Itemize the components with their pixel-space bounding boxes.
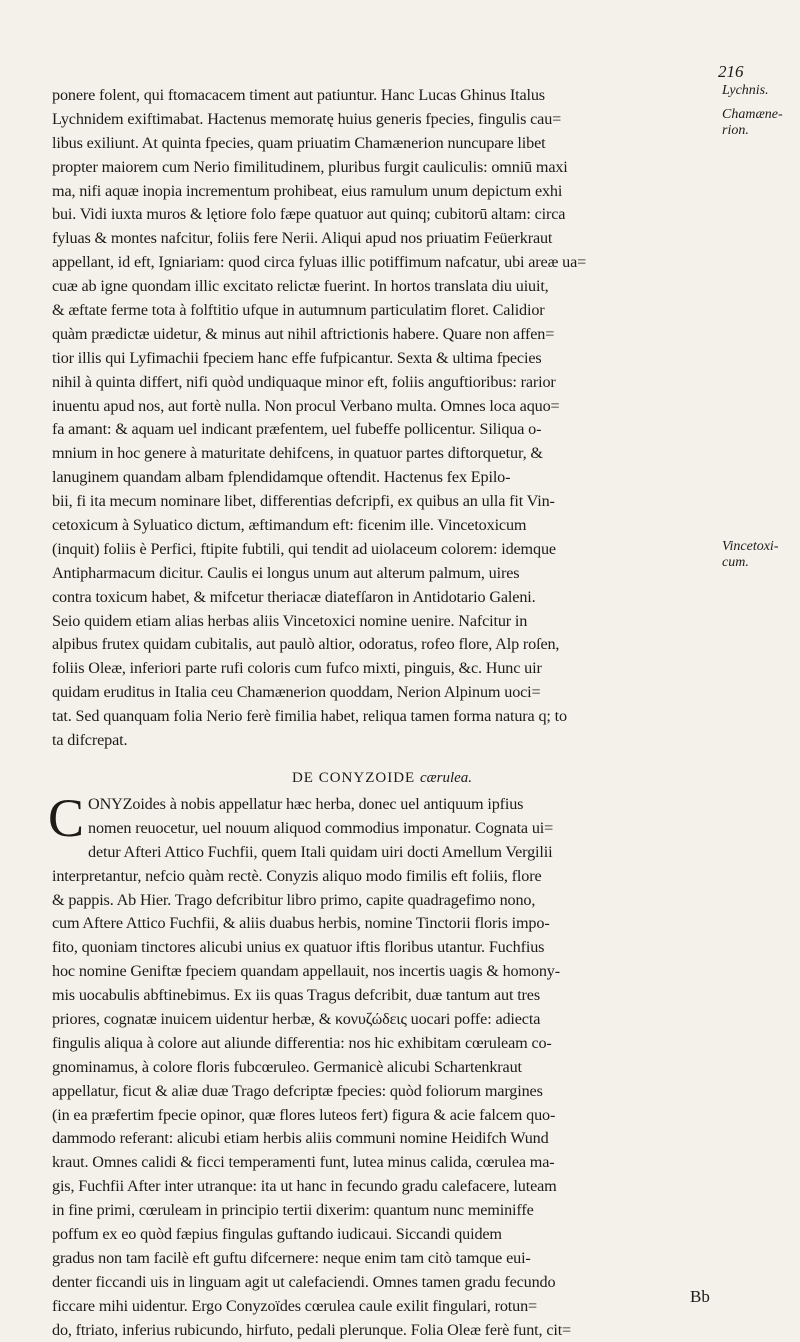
paragraph-a-line: ta difcrepat. [52,731,128,750]
paragraph-b-line: fito, quoniam tinctores alicubi unius ex quatuor iftis floribus utantur. Fuchfius [52,938,545,957]
paragraph-b-line: in fine primi, cœruleam in principio tertii dixerim: quantum nunc meminiffe [52,1201,534,1220]
paragraph-a-line: quidam eruditus in Italia ceu Chamænerion quoddam, Nerion Alpinum uoci= [52,683,541,702]
paragraph-a-line: ponere folent, qui ftomacacem timent aut patiuntur. Hanc Lucas Ghinus Italus [52,86,545,104]
paragraph-a-line: Antipharmacum dicitur. Caulis ei longus unum aut alterum palmum, uires [52,563,520,582]
paragraph-a-line: Lychnidem exiftimabat. Hactenus memoratę huius generis fpecies, fingulis cau= [52,109,562,128]
signature-mark: Bb [690,1287,710,1306]
paragraph-a-line: Seio quidem etiam alias herbas aliis Vincetoxici nomine uenire. Nafcitur in [52,611,528,630]
paragraph-b-line: cum Aftere Attico Fuchfii, & aliis duabus herbis, nomine Tinctorii floris impo- [52,914,550,933]
paragraph-a-line: lanuginem quandam albam fplendidamque oftendit. Hactenus fex Epilo- [52,468,511,487]
paragraph-b-line: kraut. Omnes calidi & ficci temperamenti funt, lutea minus calida, cœrulea ma- [52,1153,555,1172]
paragraph-a-line: fa amant: & aquam uel indicant præfentem, uel fubeffe pollicentur. Siliqua o- [52,420,542,439]
paragraph-a-line: cetoxicum à Syluatico dictum, æftimandum eft: ficenim ille. Vincetoxicum [52,516,527,535]
margin-note-chamaenerion: Chamæne- [722,107,783,122]
paragraph-b-line: & pappis. Ab Hier. Trago defcribitur libro primo, capite quadragefimo nono, [52,890,536,909]
page-number: 216 [718,62,744,81]
paragraph-a-line: & æftate ferme tota à folftitio ufque in autumnum particulatim floret. Calidior [52,301,545,320]
paragraph-b-line: gis, Fuchfii After inter utranque: ita ut hanc in fecundo gradu calefacere, luteam [52,1177,557,1196]
heading-subtitle: cærulea. [419,769,473,786]
paragraph-a-line: nihil à quinta differt, nifi quòd undiquaque minor eft, foliis anguftioribus: rarior [52,372,556,391]
paragraph-b-line: appellatur, ficut & aliæ duæ Trago defcriptæ fpecies: quòd foliorum margines [52,1081,543,1100]
paragraph-a-line: (inquit) foliis è Perfici, ftipite fubtili, qui tendit ad uiolaceum colorem: idemque [52,539,556,558]
text-block [48,84,712,1342]
paragraph-b-line: mis uocabulis abftinebimus. Ex iis quas Tragus defcribit, duæ tantum aut tres [52,986,540,1005]
paragraph-b-line: gradus non tam facilè eft guftu difcernere: neque enim tam citò tamque eui- [52,1248,531,1267]
paragraph-b-line: priores, cognatæ inuicem uidentur herbæ, & κονυζώδεις uocari poffe: adiecta [52,1009,541,1028]
section-heading [52,763,712,793]
paragraph-a-line: fyluas & montes nafcitur, foliis fere Nerii. Aliqui apud nos priuatim Feüerkraut [52,229,553,248]
paragraph-a-line: alpibus frutex quidam cubitalis, aut paulò altior, odoratus, rofeo flore, Alp roſen, [52,635,560,654]
margin-note-vincetoxicum: Vincetoxi- [722,539,779,554]
paragraph-b-line: ONYZoides à nobis appellatur hæc herba, donec uel antiquum ipfius [88,794,524,813]
paragraph-b-line: denter ficcandi uis in linguam agit ut calefaciendi. Omnes tamen gradu fecundo [52,1272,556,1291]
paragraph-b-line: (in ea præfertim fpecie opinor, quæ flores luteos fert) figura & acie falcem quo- [52,1105,556,1124]
margin-note-chamaenerion-cont: rion. [722,123,749,138]
paragraph-a-line: libus exiliunt. At quinta fpecies, quam priuatim Chamænerion nuncupare libet [52,133,546,152]
paragraph-b-line: ficcare mihi uidentur. Ergo Conyzoïdes cœrulea caule exilit fingulari, rotun= [52,1296,537,1315]
paragraph-a-line: inuentu apud nos, aut fortè nulla. Non procul Verbano multa. Omnes loca aquo= [52,396,560,415]
paragraph-a-line: bui. Vidi iuxta muros & lętiore folo fæpe quatuor aut quinq; cubitorū altam: circa [52,205,566,224]
paragraph-b-line: hoc nomine Geniftæ fpeciem quandam appellauit, nos incertis uagis & homony- [52,962,560,981]
paragraph-a-line: tat. Sed quanquam folia Nerio ferè fimilia habet, reliqua tamen forma natura q; to [52,707,567,726]
paragraph-a-line: quàm prædictæ uidetur, & minus aut nihil aftrictionis habere. Quare non affen= [52,324,555,343]
paragraph-a-line: tior illis qui Lyfimachii fpeciem hanc effe fufpicantur. Sexta & ultima fpecies [52,348,542,367]
paragraph-a-line: cuæ ab igne quondam illic excitato relictæ fuerint. In hortos translata diu uiuit, [52,277,549,296]
paragraph-b-line: interpretantur, nefcio quàm rectè. Conyzis aliquo modo fimilis eft foliis, flore [52,866,542,885]
paragraph-a-line: foliis Oleæ, inferiori parte rufi coloris cum fufco mixti, pinguis, &c. Hunc uir [52,659,542,678]
paragraph-a-line: ma, nifi aquæ inopia incrementum prohibeat, eius ramulum unum depictum exhi [52,181,563,200]
section-conyzoides [48,787,712,1342]
paragraph-b-line: gnominamus, à colore floris fubcœruleo. Germanicè alicubi Schartenkraut [52,1057,522,1076]
paragraph-a-line: contra toxicum habet, & mifcetur theriacæ diatefſaron in Antidotario Galeni. [52,587,536,606]
paragraph-b-line: detur Afteri Attico Fuchfii, quem Itali quidam uiri docti Amellum Vergilii [88,842,553,861]
paragraph-b-line: nomen reuocetur, uel nouum aliquod commodius imponatur. Cognata ui= [88,818,554,837]
paragraph-b-line: do, ftriato, inferius rubicundo, hirfuto, pedali plerunque. Folia Oleæ ferè funt, cit= [52,1320,572,1339]
section-epilobium [52,84,712,753]
drop-cap: C [48,787,85,848]
paragraph-b-line: poffum ex eo quòd fæpius fingulas guftando iudicaui. Siccandi quidem [52,1224,502,1243]
paragraph-a-line: propter maiorem cum Nerio fimilitudinem, pluribus furgit cauliculis: omniū maxi [52,157,568,176]
paragraph-a-line: mnium in hoc genere à maturitate dehifcens, in quatuor partes diftorquetur, & [52,444,543,463]
margin-note-vincetoxicum-cont: cum. [722,555,749,570]
heading-title: DE CONYZOIDE [291,769,416,786]
paragraph-b-line: dammodo referant: alicubi etiam herbis aliis communi nomine Heidifch Wund [52,1129,549,1148]
paragraph-a-line: appellant, id eft, Igniariam: quod circa fyluas illic potiffimum nafcatur, ubi areæ ua= [52,253,587,272]
paragraph-b-line: fingulis aliqua à colore aut aliunde differentia: nos hic exhibitam cœruleam co- [52,1033,552,1052]
paragraph-a-line: bii, fi ita mecum nominare libet, differentias defcripfi, ex quibus an ulla fit Vin- [52,492,555,511]
margin-note-lychnis: Lychnis. [722,83,769,98]
